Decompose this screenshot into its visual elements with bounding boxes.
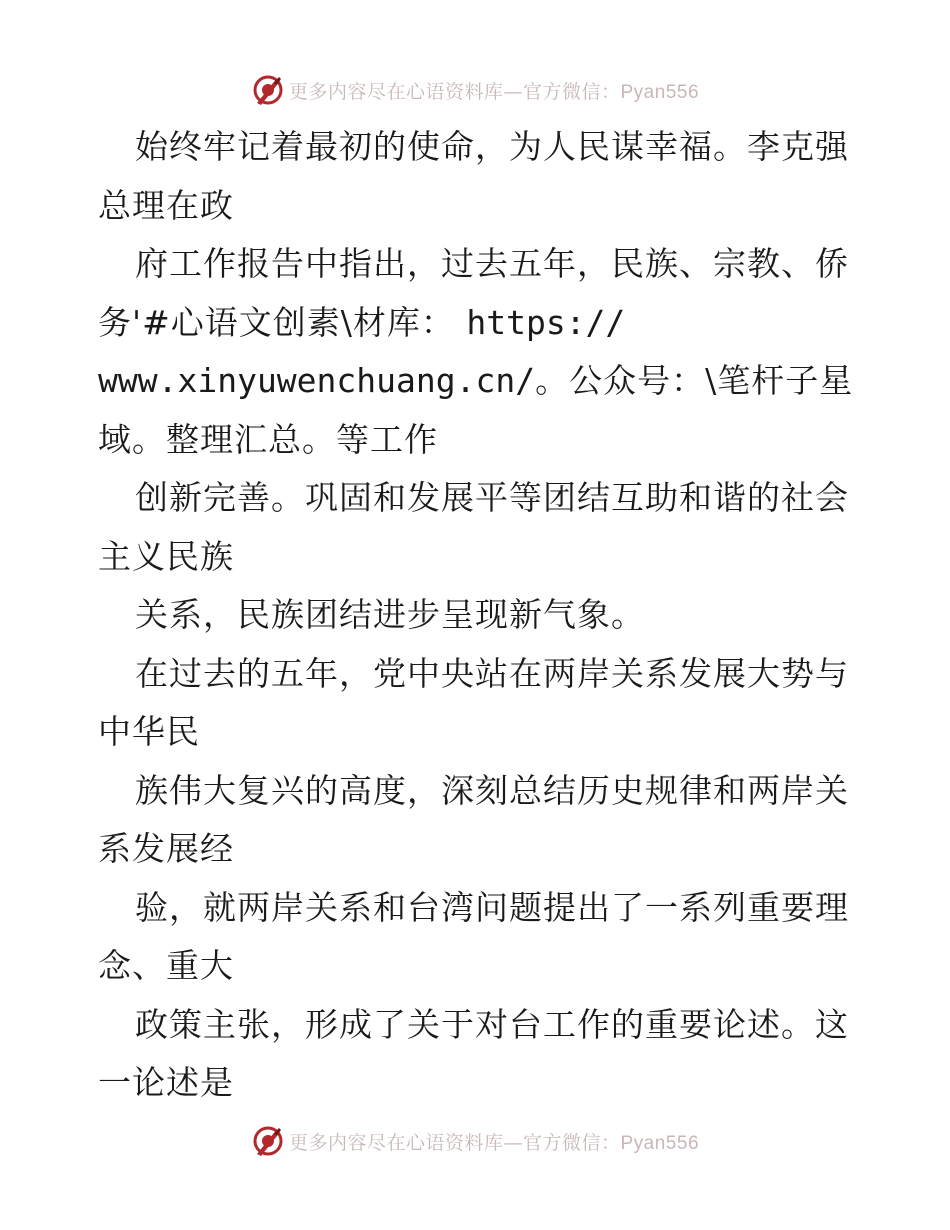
url-fragment: www.xinyuwenchuang.cn/	[98, 361, 536, 400]
logo-icon	[251, 73, 285, 107]
footer-text	[289, 1128, 699, 1155]
text-line: 总理在政	[98, 185, 234, 225]
footer-banner	[0, 1121, 950, 1161]
text-line: 政策主张，形成了关于对台工作的重要论述。这	[135, 1004, 849, 1044]
text-line: 一论述是	[98, 1063, 234, 1102]
logo-icon	[251, 1124, 285, 1158]
header-text	[289, 77, 699, 104]
text-line: 始终牢记着最初的使命，为人民谋幸福。李克强	[135, 127, 849, 166]
document-body	[98, 118, 858, 1113]
footer-wechat-id: Pyan556	[620, 1132, 700, 1154]
text-line: 中华民	[98, 712, 200, 751]
text-line: 主义民族	[98, 536, 234, 576]
text-line: 在过去的五年，党中央站在两岸关系发展大势与	[135, 653, 849, 693]
text-fragment: 务'#心语文创素\材库：	[98, 302, 455, 342]
header-wechat-id: Pyan556	[620, 81, 700, 103]
header-label: 更多内容尽在心语资料库—官方微信：	[288, 80, 621, 103]
text-line: 验，就两岸关系和台湾问题提出了一系列重要理	[135, 887, 849, 927]
footer-label: 更多内容尽在心语资料库—官方微信：	[288, 1131, 621, 1154]
text-line: 关系，民族团结进步呈现新气象。	[135, 595, 645, 634]
text-line: 族伟大复兴的高度，深刻总结历史规律和两岸关	[135, 770, 849, 810]
text-line: 域。整理汇总。等工作	[98, 419, 438, 459]
text-line: 创新完善。巩固和发展平等团结互助和谐的社会	[135, 478, 849, 517]
text-line: 府工作报告中指出，过去五年，民族、宗教、侨	[135, 244, 849, 283]
url-fragment: https://	[466, 302, 626, 342]
text-line: 系发展经	[98, 829, 234, 868]
text-line	[98, 294, 858, 353]
header-banner	[0, 70, 950, 110]
text-line: 念、重大	[98, 946, 234, 985]
text-fragment: 。公众号：\笔杆子星	[535, 361, 854, 400]
text-line	[98, 352, 858, 411]
